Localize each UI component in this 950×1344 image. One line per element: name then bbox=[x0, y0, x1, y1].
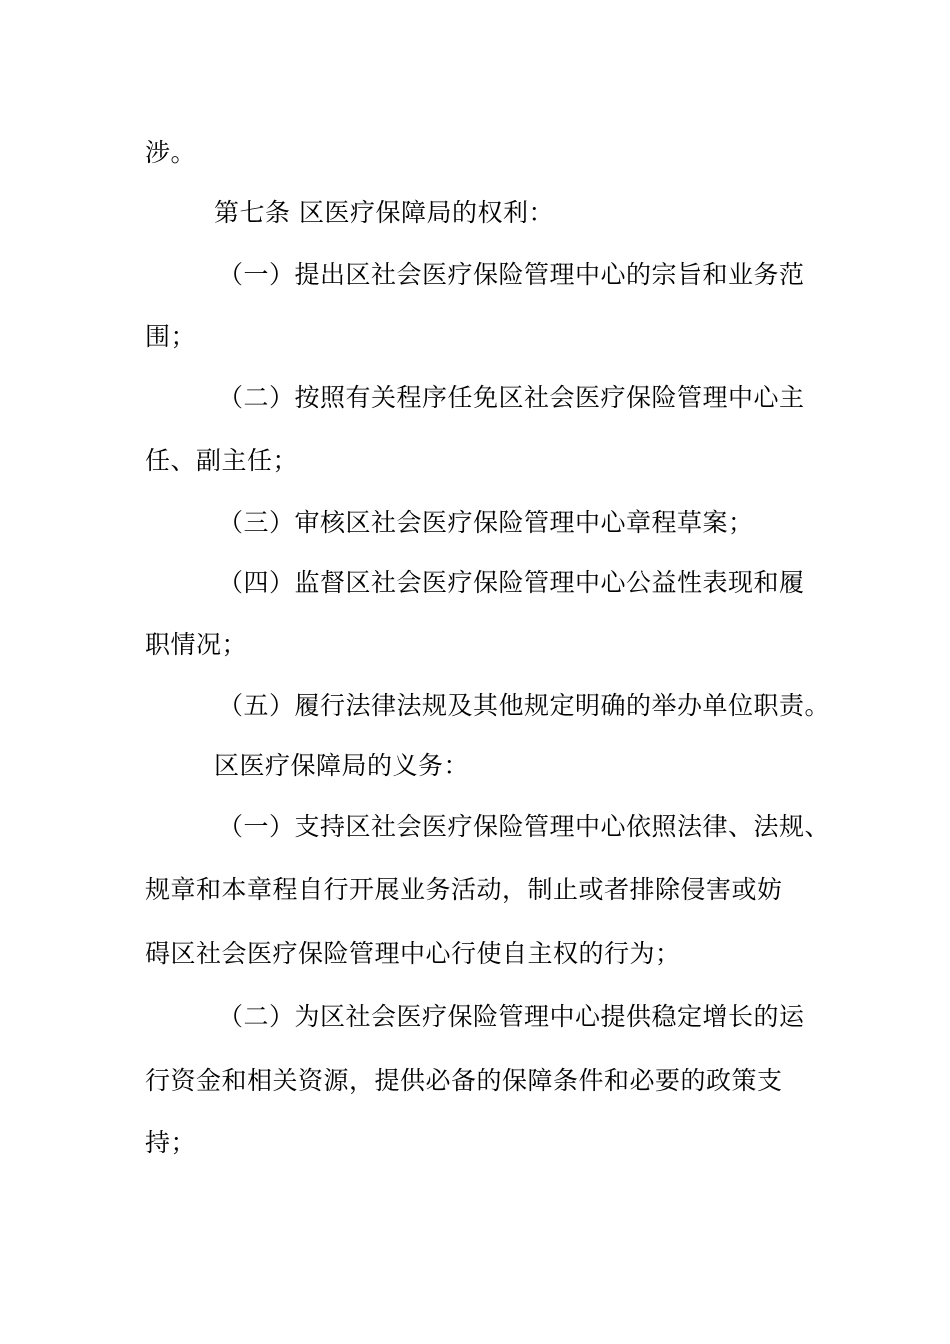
text-line: （三）审核区社会医疗保险管理中心章程草案； bbox=[218, 508, 754, 537]
text-line: （一）提出区社会医疗保险管理中心的宗旨和业务范 bbox=[218, 260, 805, 289]
text-line: （一）支持区社会医疗保险管理中心依照法律、法规、 bbox=[218, 812, 831, 841]
article-heading: 第七条 区医疗保障局的权利： bbox=[214, 198, 554, 227]
text-line: 行资金和相关资源，提供必备的保障条件和必要的政策支 bbox=[145, 1066, 783, 1095]
text-line: （二）为区社会医疗保险管理中心提供稳定增长的运 bbox=[218, 1002, 805, 1031]
text-line: 涉。 bbox=[145, 138, 197, 167]
text-line: 围； bbox=[145, 322, 197, 351]
text-line: （二）按照有关程序任免区社会医疗保险管理中心主 bbox=[218, 383, 805, 412]
section-heading: 区医疗保障局的义务： bbox=[214, 751, 470, 780]
text-line: 职情况； bbox=[145, 630, 248, 659]
text-line: （五）履行法律法规及其他规定明确的举办单位职责。 bbox=[218, 691, 831, 720]
text-line: 持； bbox=[145, 1128, 197, 1157]
text-line: 任、副主任； bbox=[145, 446, 299, 475]
text-line: 规章和本章程自行开展业务活动，制止或者排除侵害或妨 bbox=[145, 875, 783, 904]
text-line: （四）监督区社会医疗保险管理中心公益性表现和履 bbox=[218, 568, 805, 597]
text-line: 碍区社会医疗保险管理中心行使自主权的行为； bbox=[145, 939, 681, 968]
